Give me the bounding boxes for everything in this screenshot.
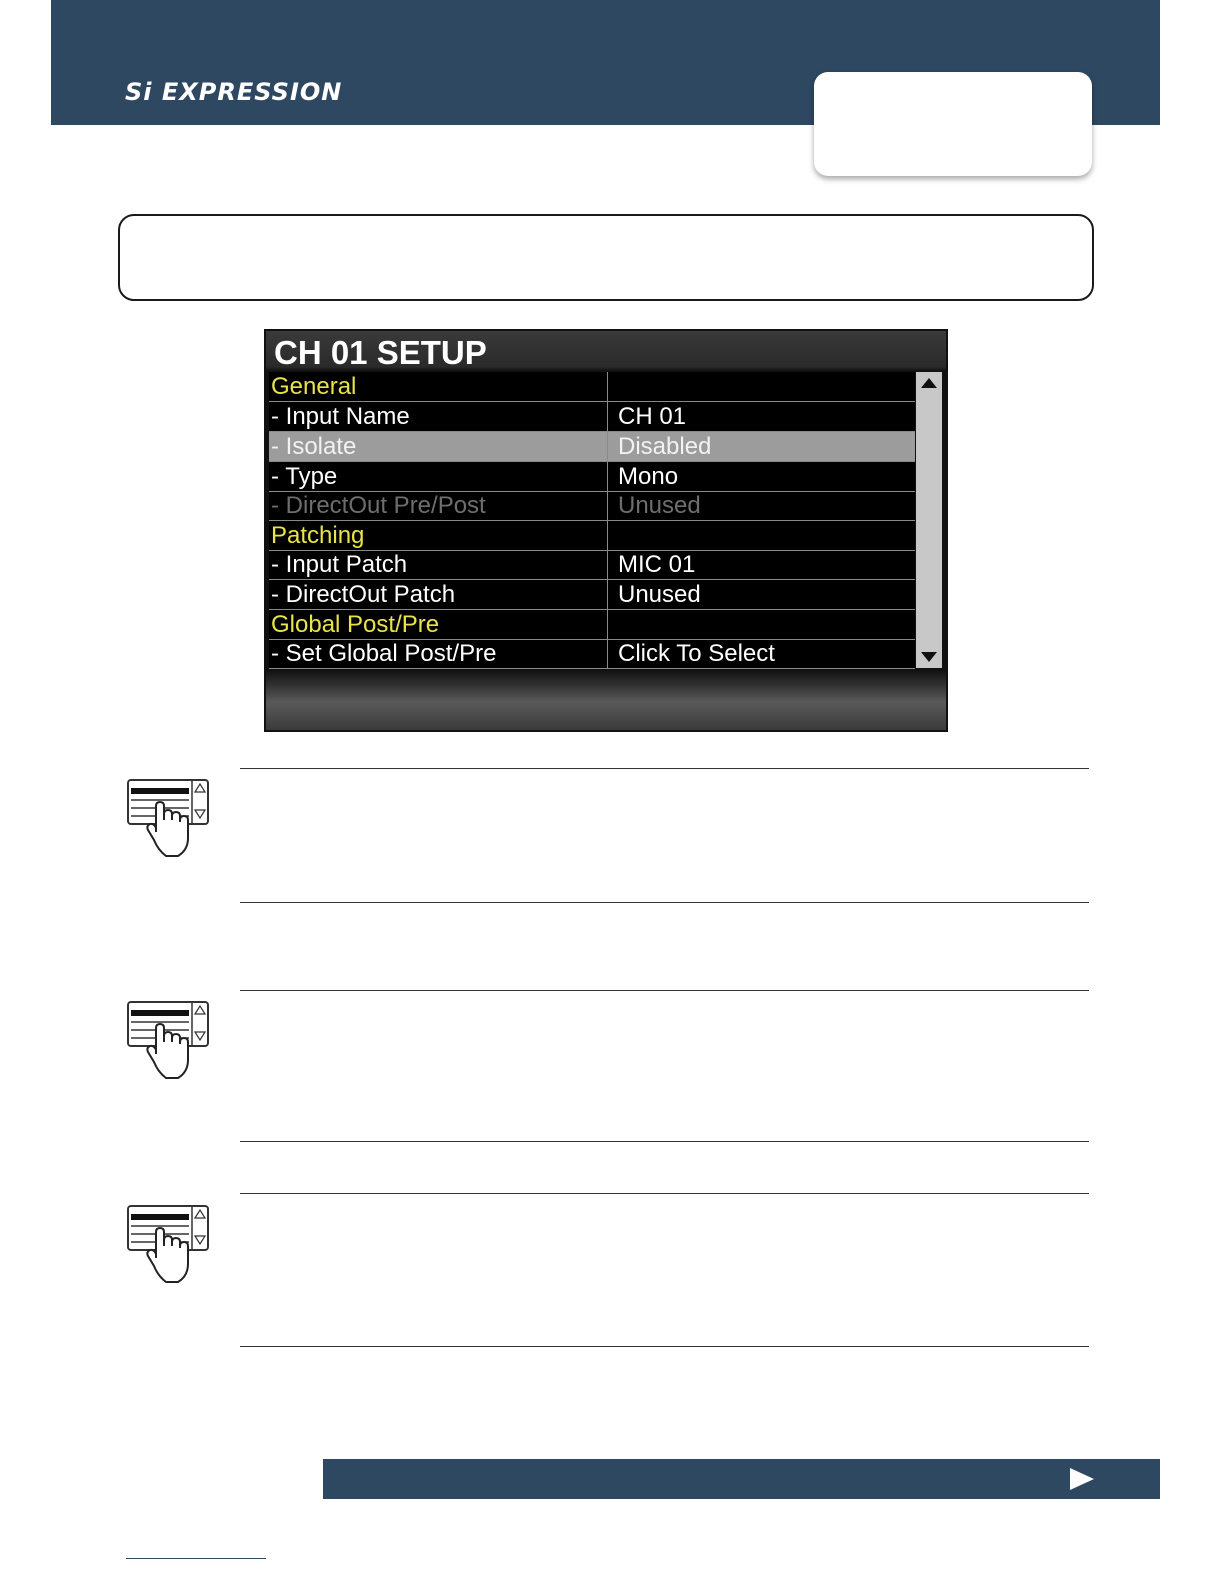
row-label: - Set Global Post/Pre xyxy=(271,640,497,667)
row-label: - Type xyxy=(271,463,338,490)
row-label: - Isolate xyxy=(271,433,357,460)
chapter-tab xyxy=(814,72,1092,176)
touch-list-icon xyxy=(126,998,210,1082)
brand-logo: Si EXPRESSION xyxy=(125,78,343,106)
list-row-directout-pre-post xyxy=(269,491,915,521)
row-label: Global Post/Pre xyxy=(271,611,440,638)
next-page-icon[interactable] xyxy=(1070,1468,1094,1490)
touch-list-icon xyxy=(126,776,210,860)
list-row-type[interactable] xyxy=(269,462,915,492)
row-value: CH 01 xyxy=(618,403,687,430)
column-divider xyxy=(607,372,608,668)
divider-line xyxy=(240,990,1089,991)
scroll-up-icon[interactable] xyxy=(921,378,937,388)
row-label: Patching xyxy=(271,522,365,549)
row-value: Mono xyxy=(618,463,679,490)
list-scrollbar[interactable] xyxy=(916,372,942,668)
list-row-patching[interactable] xyxy=(269,521,915,551)
list-row-isolate[interactable] xyxy=(269,432,915,462)
divider-line xyxy=(240,1346,1089,1347)
divider-line xyxy=(240,1141,1089,1142)
row-value: Unused xyxy=(618,581,701,608)
screen-title: CH 01 SETUP xyxy=(274,334,487,371)
row-label: - Input Name xyxy=(271,403,410,430)
divider-line xyxy=(240,768,1089,769)
list-row-global-post-pre[interactable] xyxy=(269,610,915,640)
section-title-box xyxy=(118,214,1094,301)
scroll-down-icon[interactable] xyxy=(921,652,937,662)
row-value: Disabled xyxy=(618,433,712,460)
footer-rule xyxy=(126,1558,266,1559)
list-row-set-global-post-pre[interactable] xyxy=(269,639,915,669)
row-value: Click To Select xyxy=(618,640,775,667)
list-row-input-name[interactable] xyxy=(269,402,915,432)
list-row-directout-patch[interactable] xyxy=(269,580,915,610)
row-value: Unused xyxy=(618,492,701,519)
row-value: MIC 01 xyxy=(618,551,696,578)
row-label: - DirectOut Patch xyxy=(271,581,456,608)
list-row-input-patch[interactable] xyxy=(269,550,915,580)
setup-list xyxy=(269,372,915,668)
row-label: General xyxy=(271,373,357,400)
divider-line xyxy=(240,902,1089,903)
row-label: - Input Patch xyxy=(271,551,408,578)
touch-list-icon xyxy=(126,1202,210,1286)
list-row-general[interactable] xyxy=(269,372,915,402)
row-label: - DirectOut Pre/Post xyxy=(271,492,486,519)
divider-line xyxy=(240,1193,1089,1194)
footer-nav-bar xyxy=(323,1459,1160,1499)
channel-setup-screen xyxy=(264,329,948,732)
